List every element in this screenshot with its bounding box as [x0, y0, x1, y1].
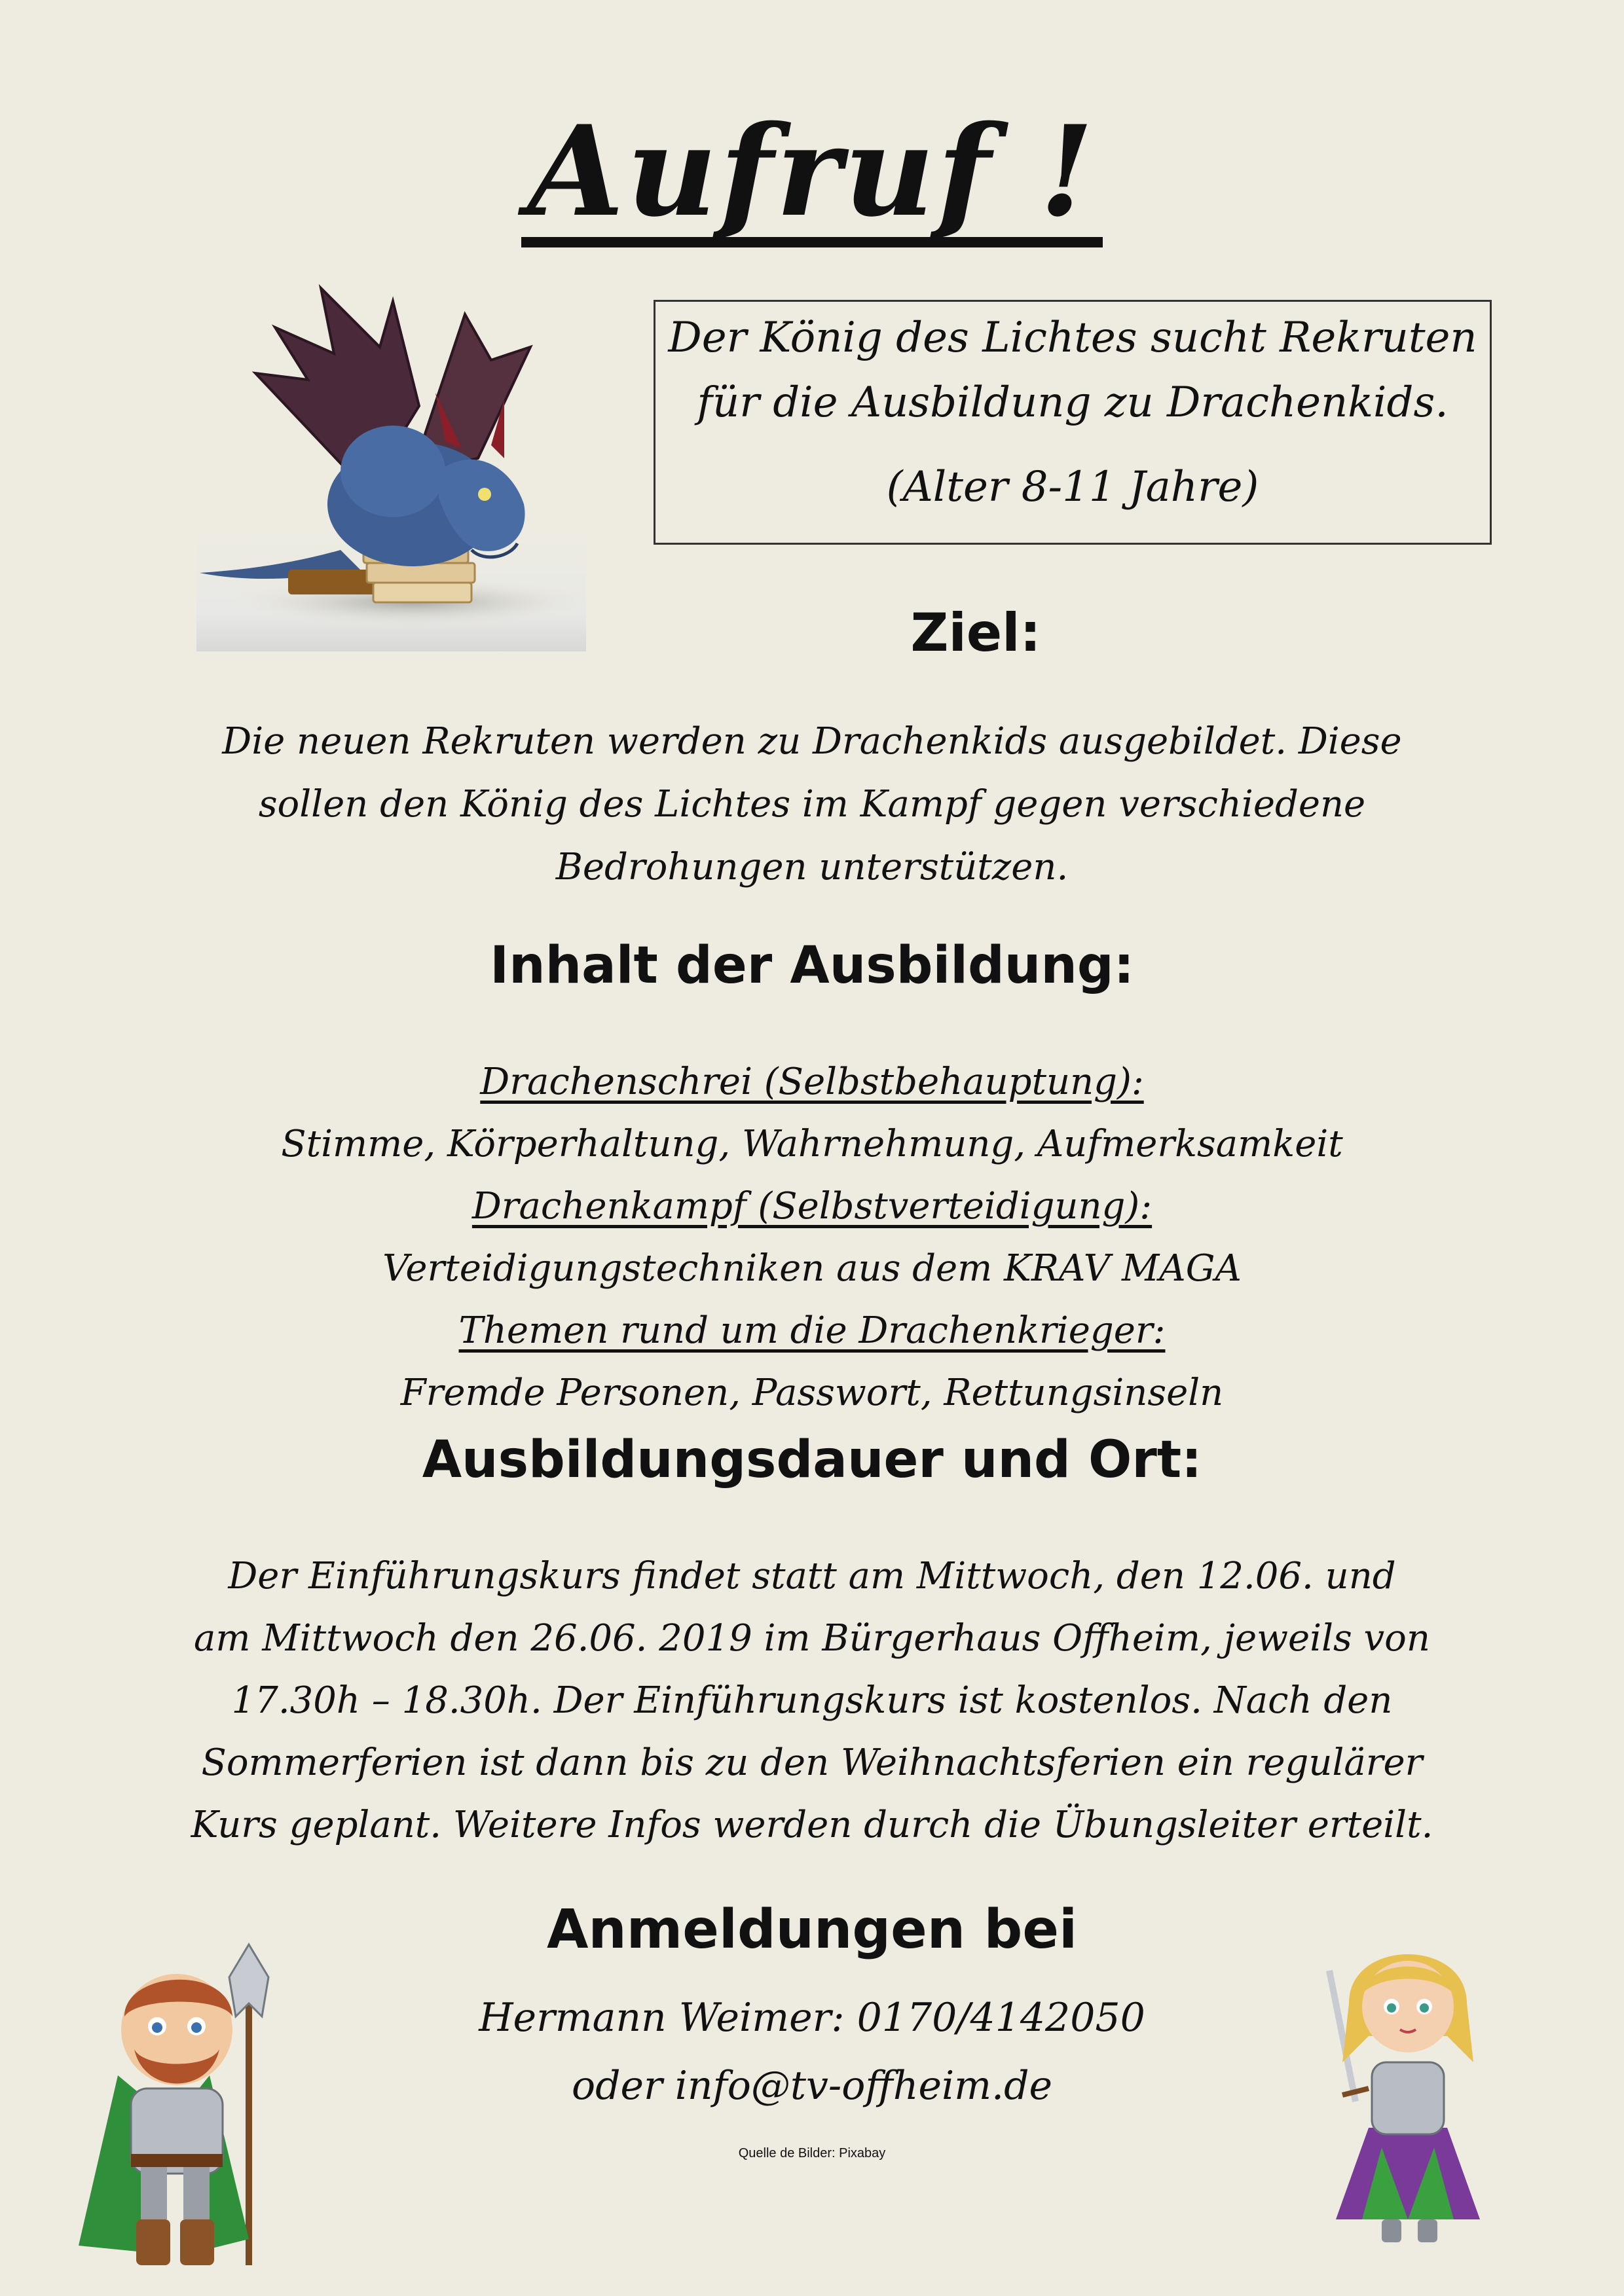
- page-title: Aufruf !: [0, 98, 1624, 247]
- intro-box: [654, 300, 1492, 545]
- duration-text: [183, 1545, 1441, 1856]
- dragon-illustration: [196, 275, 586, 651]
- goal-text: [196, 710, 1428, 899]
- intro-line: Der König des Lichtes sucht Rekruten: [668, 314, 1477, 362]
- duration-line: 17.30h – 18.30h. Der Einführungskurs ist kostenlos. Nach den: [231, 1679, 1393, 1722]
- contact-phone: Hermann Weimer: 0170/4142050: [479, 1995, 1145, 2041]
- content-heading: Inhalt der Ausbildung:: [490, 936, 1134, 995]
- content-item-text: Stimme, Körperhaltung, Wahrnehmung, Aufmerksamkeit: [281, 1123, 1343, 1165]
- contact-email: oder info@tv-offheim.de: [571, 2063, 1053, 2109]
- goal-line: Die neuen Rekruten werden zu Drachenkids ausgebildet. Diese: [222, 720, 1402, 763]
- content-item-text: Verteidigungstechniken aus dem KRAV MAGA: [382, 1247, 1242, 1290]
- duration-heading: Ausbildungsdauer und Ort:: [422, 1430, 1202, 1489]
- duration-line: Der Einführungskurs findet statt am Mittwoch, den 12.06. und: [228, 1555, 1396, 1597]
- content-item-title: Drachenkampf (Selbstverteidigung):: [471, 1185, 1153, 1228]
- princess-illustration: [1310, 1931, 1506, 2246]
- content-item-text: Fremde Personen, Passwort, Rettungsinseln: [400, 1372, 1224, 1414]
- duration-line: am Mittwoch den 26.06. 2019 im Bürgerhaus Offheim, jeweils von: [194, 1617, 1430, 1660]
- intro-line: für die Ausbildung zu Drachenkids.: [697, 378, 1449, 428]
- duration-line: Sommerferien ist dann bis zu den Weihnachtsferien ein regulärer: [201, 1741, 1423, 1784]
- goal-line: sollen den König des Lichtes im Kampf gegen verschiedene: [258, 783, 1366, 826]
- content-list: [164, 1051, 1460, 1424]
- content-item-title: Themen rund um die Drachenkrieger:: [458, 1309, 1166, 1352]
- goal-line: Bedrohungen unterstützen.: [555, 846, 1069, 888]
- duration-line: Kurs geplant. Weitere Infos werden durch die Übungsleiter erteilt.: [191, 1804, 1433, 1846]
- image-credit: Quelle de Bilder: Pixabay: [738, 2146, 886, 2160]
- content-item-title: Drachenschrei (Selbstbehauptung):: [480, 1061, 1144, 1103]
- age-range: (Alter 8-11 Jahre): [886, 463, 1259, 512]
- knight-illustration: [65, 1938, 301, 2278]
- goal-heading: Ziel:: [910, 602, 1041, 663]
- registration-heading: Anmeldungen bei: [546, 1899, 1078, 1961]
